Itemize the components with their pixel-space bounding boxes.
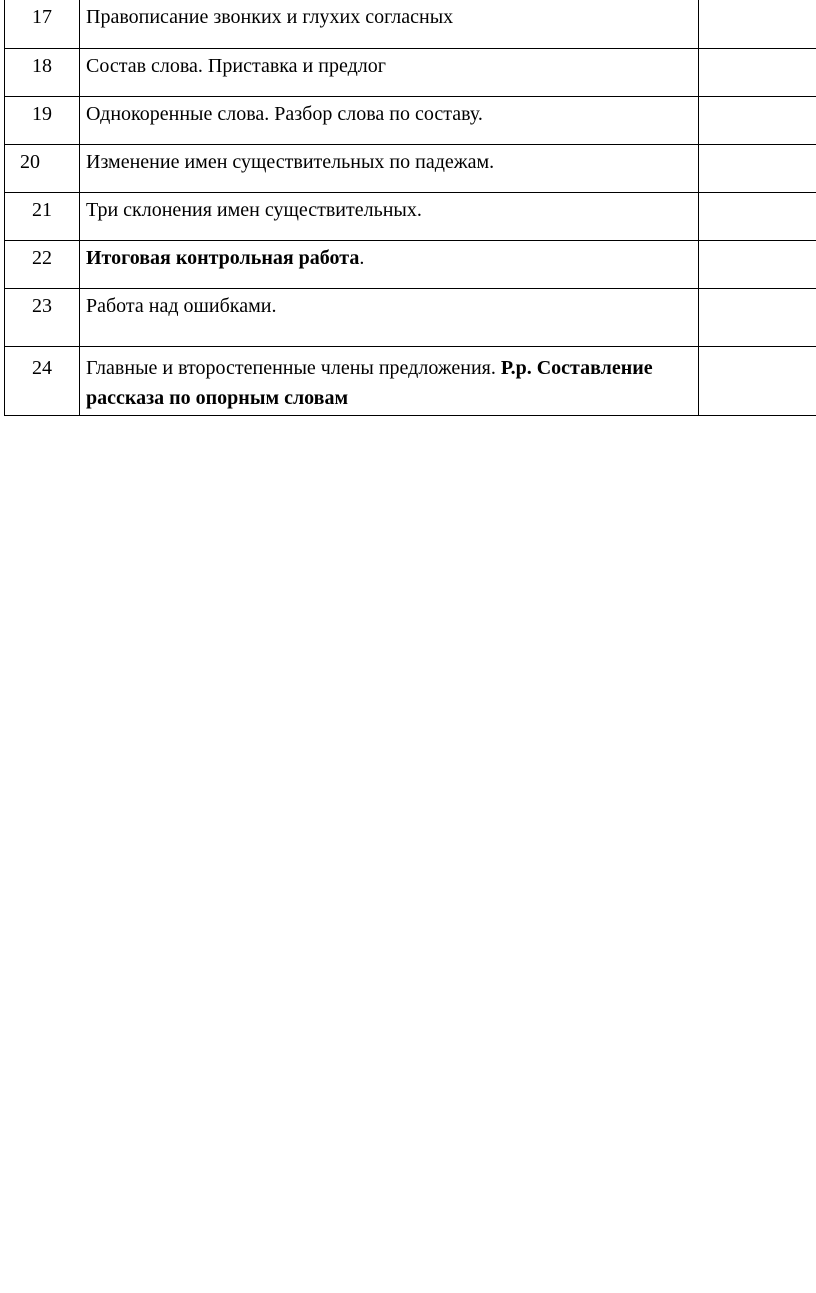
- table-row: [5, 0, 816, 48]
- topic-text: Три склонения имен существительных.: [86, 198, 422, 221]
- table-row: [5, 288, 816, 346]
- row-empty-cell: [699, 96, 816, 144]
- row-number: 19: [5, 96, 80, 144]
- table-row: [5, 192, 816, 240]
- topic-text-bold: Итоговая контрольная работа: [86, 246, 360, 269]
- row-number: 17: [5, 0, 80, 48]
- row-number: 20: [5, 144, 80, 192]
- topic-text: Главные и второстепенные члены предложения.: [86, 356, 501, 379]
- topic-text-bold: Р.р. Составление рассказа по опорным словам: [86, 356, 653, 409]
- topic-text: Работа над ошибками.: [86, 294, 277, 317]
- table-row: [5, 144, 816, 192]
- row-number: 18: [5, 48, 80, 96]
- row-number: 21: [5, 192, 80, 240]
- table-row: [5, 96, 816, 144]
- row-empty-cell: [699, 48, 816, 96]
- row-number: 24: [5, 346, 80, 415]
- row-topic: [80, 0, 699, 48]
- table-row: [5, 240, 816, 288]
- row-topic: [80, 48, 699, 96]
- row-empty-cell: [699, 288, 816, 346]
- row-topic: [80, 144, 699, 192]
- row-topic: [80, 240, 699, 288]
- topic-text: Правописание звонких и глухих согласных: [86, 6, 454, 28]
- table-row: [5, 48, 816, 96]
- row-topic: [80, 346, 699, 415]
- topic-text: Изменение имен существительных по падежам.: [86, 150, 495, 173]
- row-number: 22: [5, 240, 80, 288]
- row-empty-cell: [699, 240, 816, 288]
- row-topic: [80, 96, 699, 144]
- topic-text: .: [359, 246, 365, 269]
- topic-text: Однокоренные слова. Разбор слова по составу.: [86, 102, 483, 125]
- row-empty-cell: [699, 192, 816, 240]
- topic-text: Состав слова. Приставка и предлог: [86, 54, 386, 77]
- row-empty-cell: [699, 144, 816, 192]
- row-topic: [80, 288, 699, 346]
- row-empty-cell: [699, 346, 816, 415]
- table-row: [5, 346, 816, 415]
- lesson-table: [4, 0, 816, 416]
- row-topic: [80, 192, 699, 240]
- row-empty-cell: [699, 0, 816, 48]
- row-number: 23: [5, 288, 80, 346]
